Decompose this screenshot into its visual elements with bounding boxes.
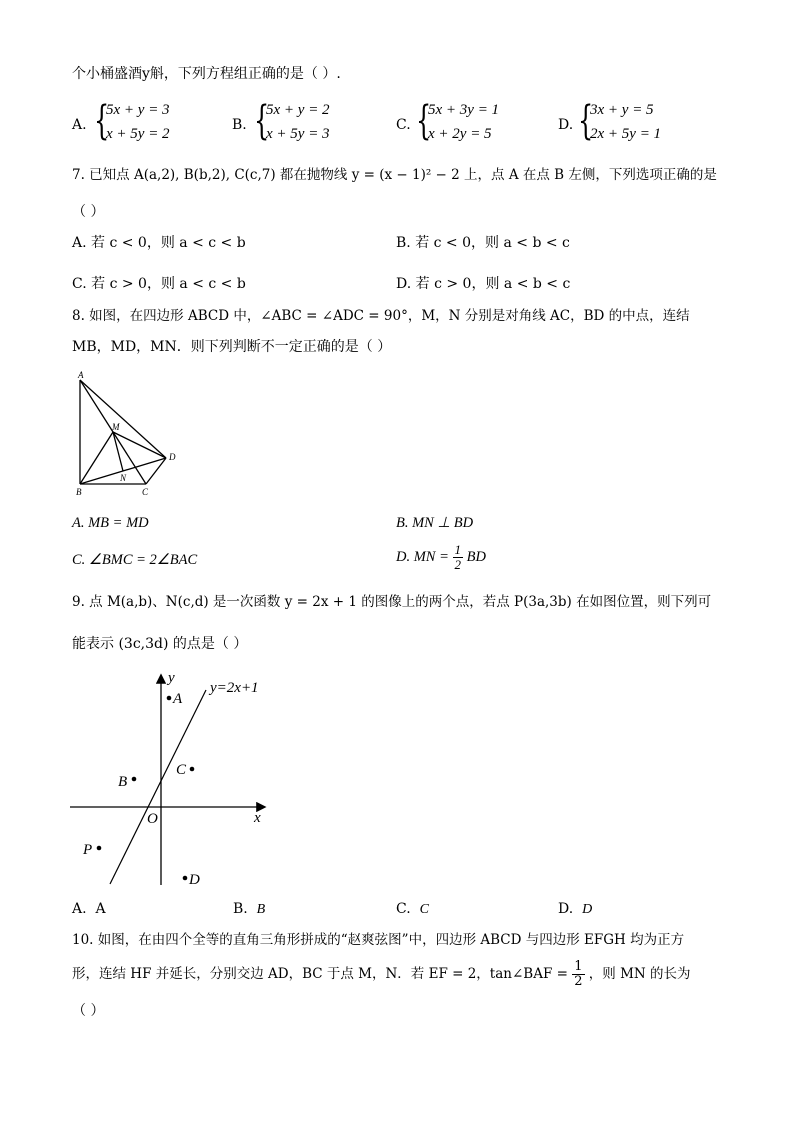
q9-point-c-dot [190,767,195,772]
q7-option-d: D. 若 c > 0，则 a < b < c [396,276,571,292]
q10-stem-line1: 10. 如图，在由四个全等的直角三角形拼成的“赵爽弦图”中，四边形 ABCD 与四边形 EFGH 均为正方 [72,932,685,948]
q8-option-c: C. ∠BMC = 2∠BAC [72,552,198,568]
q6-stem: 个小桶盛酒y斛，下列方程组正确的是（ ）. [72,66,341,82]
q9-point-a-label: A [173,691,183,707]
q9-stem-line2: 能表示 (3c,3d) 的点是（ ） [72,636,248,652]
q8-stem-line1: 8. 如图，在四边形 ABCD 中，∠ABC = ∠ADC = 90°，M，N 分别是对角线 AC，BD 的中点，连结 [72,308,690,324]
q9-option-d: D. D [558,901,593,917]
q8-label-c: C [142,487,149,497]
q9-option-a: A. A [72,901,106,917]
q9-point-a-dot [167,696,172,701]
q10-fraction: $\frac{1}{2}$ [574,959,583,989]
q7-option-c: C. 若 c > 0，则 a < c < b [72,276,246,292]
q9-option-b: B. B [233,901,266,917]
q9-origin-label: O [147,811,158,827]
q9-line-label: y=2x+1 [210,680,259,696]
q8-option-b: B. MN ⊥ BD [396,515,474,531]
q10-stem-line2: 形，连结 HF 并延长，分别交边 AD，BC 于点 M，N．若 EF = 2，tan∠BAF = $\frac{1}{2}$ ，则 MN 的长为 [72,959,691,989]
q9-stem-line1: 9. 点 M(a,b)、N(c,d) 是一次函数 y = 2x + 1 的图像上的两个点，若点 P(3a,3b) 在如图位置，则下列可 [72,594,712,610]
q9-point-d-dot [183,876,188,881]
q8-label-a: A [78,370,84,380]
q8-label-d: D [169,452,176,462]
q6-option-a-label: A. [72,117,87,133]
q8-label-m: M [112,422,120,432]
q6-option-b-system: { 5x + y = 2 x + 5y = 3 [254,98,330,144]
q9-axis-y-label: y [168,670,175,686]
q6-option-c-label: C. [396,117,411,133]
q7-paren: （ ） [72,204,105,220]
q6-option-d-system: { 3x + y = 5 2x + 5y = 1 [578,98,662,144]
q9-coordinate-graph [66,670,276,890]
q8-label-n: N [120,473,127,483]
q9-point-p-dot [97,846,102,851]
q10-paren: （ ） [72,1003,105,1019]
q9-point-p-label: P [83,842,93,858]
q6-option-a-system: { 5x + y = 3 x + 5y = 2 [94,98,170,144]
q6-option-c-system: { 5x + 3y = 1 x + 2y = 5 [416,98,500,144]
q7-option-a: A. 若 c < 0，则 a < c < b [72,235,246,251]
q8-quadrilateral-figure [72,370,182,500]
q9-option-c: C. C [396,901,429,917]
q8-option-d-fraction: $\frac{1}{2}$ [454,542,462,572]
q9-point-b-label: B [118,774,128,790]
q9-point-d-label: D [189,872,200,888]
q6-option-b-label: B. [232,117,247,133]
q6-option-d-label: D. [558,117,574,133]
q8-stem-line2: MB，MD，MN．则下列判断不一定正确的是（ ） [72,339,392,355]
q9-axis-x-label: x [254,810,261,826]
q7-option-b: B. 若 c < 0，则 a < b < c [396,235,570,251]
q8-option-d: D. MN = $\frac{1}{2}$ BD [396,542,486,572]
q8-option-a: A. MB = MD [72,515,149,531]
q9-point-c-label: C [176,762,187,778]
q8-seg-mn [113,432,123,471]
q8-seg-ad [80,380,166,458]
q8-seg-cd [146,458,166,484]
q9-point-b-dot [132,777,137,782]
q7-stem: 7. 已知点 A(a,2), B(b,2), C(c,7) 都在抛物线 y = (x − 1)² − 2 上，点 A 在点 B 左侧，下列选项正确的是 [72,167,717,183]
q8-seg-mb [80,432,113,484]
q8-label-b: B [76,487,82,497]
